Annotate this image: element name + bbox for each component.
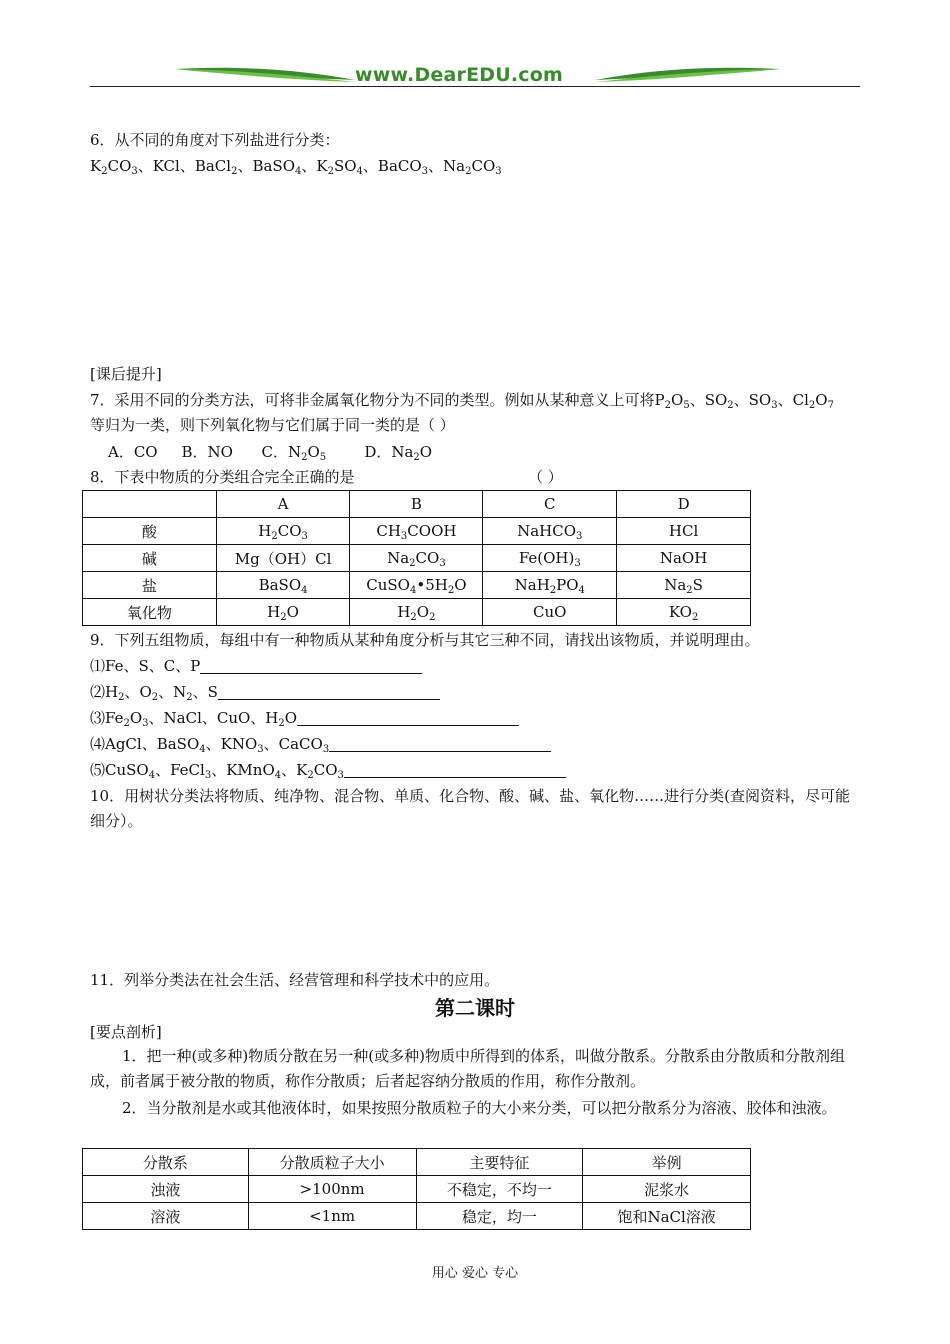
table-row (83, 1176, 751, 1203)
q9-item-4: ⑷AgCl、BaSO$_4$、$KNO_3$、CaCO$_3$ (90, 734, 551, 754)
row-label: 盐 (83, 572, 217, 599)
table-header-row (83, 491, 751, 518)
question-6-salts: $K_2CO_3$、KCl、BaCl$_2$、BaSO$_4$、$K_2SO_4$、BaCO$_3$、$Na_2CO_3$ (90, 157, 502, 177)
paragraph-2: 2．当分散剂是水或其他液体时，如果按照分散质粒子的大小来分类，可以把分散系分为溶液、胶体和浊液。 (122, 1099, 837, 1117)
classification-table (82, 490, 751, 626)
answer-blank[interactable] (344, 762, 566, 778)
header-divider (90, 86, 860, 87)
table-row (83, 572, 751, 599)
answer-blank[interactable] (218, 684, 440, 700)
page-footer: 用心 爱心 专心 (431, 1266, 519, 1281)
dispersion-table (82, 1148, 751, 1230)
table-header-cell (83, 491, 217, 518)
question-6: 6．从不同的角度对下列盐进行分类： (90, 131, 340, 149)
table-cell: 饱和NaCl溶液 (583, 1203, 751, 1230)
question-10: 10．用树状分类法将物质、纯净物、混合物、单质、化合物、酸、碱、盐、氧化物……进行分类(查阅资料，尽可能细分）。 (90, 787, 850, 830)
table-row (83, 545, 751, 572)
table-cell: $CH_3COOH$ (350, 518, 483, 545)
table-cell: 溶液 (83, 1203, 249, 1230)
table-cell: $KO_2$ (617, 599, 751, 626)
answer-blank[interactable] (329, 736, 551, 752)
table-row (83, 599, 751, 626)
table-row (83, 1203, 751, 1230)
table-header-cell: D (617, 491, 751, 518)
section-after-class: [课后提升] (90, 365, 162, 383)
question-8: 8．下表中物质的分类组合完全正确的是 (90, 468, 355, 486)
table-cell: 浊液 (83, 1176, 249, 1203)
table-cell: 泥浆水 (583, 1176, 751, 1203)
row-label: 碱 (83, 545, 217, 572)
table-cell: $Na_2S$ (617, 572, 751, 599)
table-header-cell: A (216, 491, 350, 518)
table-header-cell: 举例 (583, 1149, 751, 1176)
row-label: 酸 (83, 518, 217, 545)
table-cell: NaOH (617, 545, 751, 572)
question-8-answer-paren: （ ） (528, 468, 563, 486)
section-key-points: [要点剖析] (90, 1023, 162, 1041)
question-7-line1: 7．采用不同的分类方法，可将非金属氧化物分为不同的类型。例如从某种意义上可将$P_2O_5$、$SO_2$、$SO_3$、$Cl_2O_7$ (90, 391, 834, 411)
table-header-cell: C (483, 491, 617, 518)
q9-item-3: $⑶Fe_2O_3$、NaCl、CuO、$H_2O$ (90, 708, 519, 728)
table-cell: 稳定，均一 (416, 1203, 583, 1230)
q9-item-2: $⑵H_2$、$O_2$、$N_2$、S (90, 682, 440, 702)
lesson-2-title: 第二课时 (435, 996, 515, 1020)
table-cell: <1nm (248, 1203, 416, 1230)
question-7-options: A．CO B．NO C．$N_2O_5$ D．$Na_2O$ (108, 443, 433, 463)
q9-item-1: ⑴Fe、S、C、P (90, 656, 422, 676)
answer-blank[interactable] (200, 658, 422, 674)
table-cell: >100nm (248, 1176, 416, 1203)
table-cell: $NaH_2PO_4$ (483, 572, 617, 599)
site-logo-text[interactable]: www.DearEDU.com (355, 64, 564, 86)
table-cell: $Na_2CO_3$ (350, 545, 483, 572)
table-header-cell: 分散系 (83, 1149, 249, 1176)
table-cell: Mg（OH）Cl (216, 545, 350, 572)
question-7-line2: 等归为一类，则下列氧化物与它们属于同一类的是（ ） (90, 416, 455, 434)
q9-item-5: ⑸CuSO$_4$、FeCl$_3$、KMnO$_4$、$K_2CO_3$ (90, 760, 566, 780)
answer-blank[interactable] (297, 710, 519, 726)
table-cell: $H_2O_2$ (350, 599, 483, 626)
row-label: 氧化物 (83, 599, 217, 626)
table-cell: $H_2CO_3$ (216, 518, 350, 545)
question-9: 9．下列五组物质，每组中有一种物质从某种角度分析与其它三种不同，请找出该物质，并说明理由。 (90, 631, 760, 649)
table-cell: CuO (483, 599, 617, 626)
table-header-cell: B (350, 491, 483, 518)
question-11: 11．列举分类法在社会生活、经营管理和科学技术中的应用。 (90, 971, 500, 989)
table-cell: $Fe(OH)_3$ (483, 545, 617, 572)
paragraph-1: 1．把一种(或多种)物质分散在另一种(或多种)物质中所得到的体系，叫做分散系。分散系由分散质和分散剂组成，前者属于被分散的物质，称作分散质；后者起容纳分散质的作用，称作分散剂。 (90, 1047, 845, 1090)
table-cell: HCl (617, 518, 751, 545)
table-cell: NaHCO$_3$ (483, 518, 617, 545)
table-cell: $H_2O$ (216, 599, 350, 626)
table-cell: BaSO$_4$ (216, 572, 350, 599)
table-cell: $CuSO_4•5H_2O$ (350, 572, 483, 599)
table-cell: 不稳定，不均一 (416, 1176, 583, 1203)
table-row (83, 518, 751, 545)
table-header-cell: 分散质粒子大小 (248, 1149, 416, 1176)
table-header-cell: 主要特征 (416, 1149, 583, 1176)
table-header-row (83, 1149, 751, 1176)
